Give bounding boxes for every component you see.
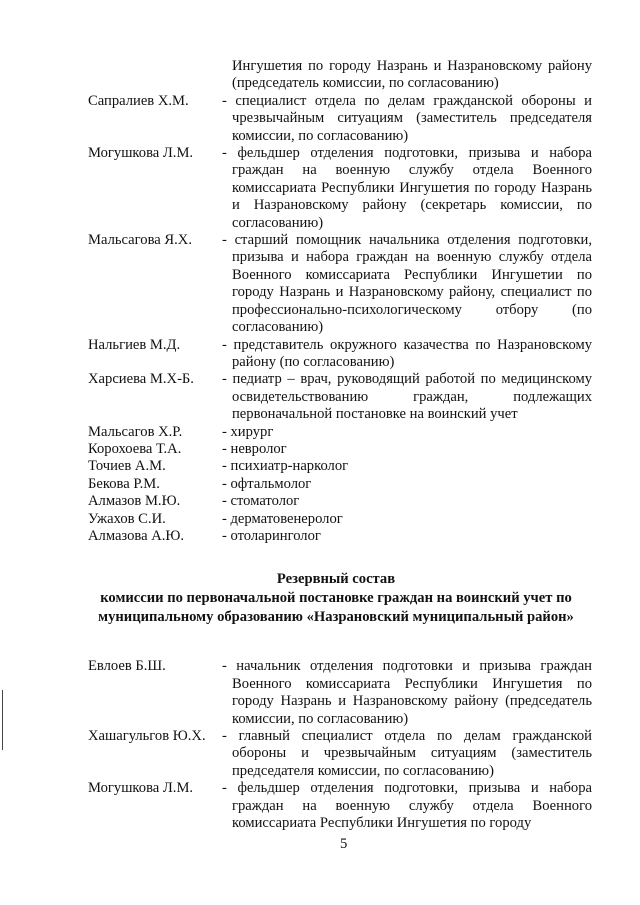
member-role: - специалист отдела по делам гражданской обороны и чрезвычайным ситуациям (заместитель председателя комиссии, по согласованию) — [222, 92, 592, 144]
member-name: Алмазов М.Ю. — [88, 493, 181, 510]
member-name: Ужахов С.И. — [88, 510, 166, 527]
member-role: - хирург — [222, 423, 274, 440]
member-role: - старший помощник начальника отделения подготовки, призыва и набора граждан на военную службу отдела Военного комиссариата Республики Ингушетии по городу Назрань и Назрановскому району, специалист по профессионально-психологическому отбору (по согласованию) — [222, 232, 592, 336]
main-members-list — [88, 93, 592, 546]
member-role: - отоларинголог — [222, 527, 321, 544]
member-role: - психиатр-нарколог — [222, 458, 349, 475]
member-name: Нальгиев М.Д. — [88, 336, 181, 353]
member-role: - фельдшер отделения подготовки, призыва и набора граждан на военную службу отдела Военного комиссариата Республики Ингушетия по городу — [222, 780, 592, 832]
member-row — [88, 232, 592, 336]
member-row — [88, 493, 592, 510]
member-row — [88, 458, 592, 475]
reserve-members-list — [88, 658, 592, 832]
member-name: Бекова Р.М. — [88, 475, 160, 492]
member-role: - стоматолог — [222, 493, 300, 510]
member-name: Евлоев Б.Ш. — [88, 658, 166, 675]
member-row — [88, 511, 592, 528]
member-row — [88, 658, 592, 728]
member-row — [88, 337, 592, 372]
member-row — [88, 441, 592, 458]
member-role: - фельдшер отделения подготовки, призыва и набора граждан на военную службу отдела Военного комиссариата Республики Ингушетия по городу Назрань и Назрановскому району (секретарь комиссии, по согласованию) — [222, 145, 592, 231]
reserve-heading-title: Резервный состав — [276, 571, 396, 588]
member-name: Корохоева Т.А. — [88, 440, 182, 457]
member-row — [88, 93, 592, 145]
member-name: Могушкова Л.М. — [88, 145, 194, 162]
member-name: Мальсагова Я.Х. — [88, 232, 192, 249]
member-role: - невролог — [222, 440, 287, 457]
reserve-heading-subtitle: комиссии по первоначальной постановке граждан на воинский учет по муниципальному образованию «Назрановский муниципальный район» — [98, 590, 574, 626]
member-name: Мальсагов Х.Р. — [88, 423, 183, 440]
member-name: Точиев А.М. — [88, 458, 166, 475]
member-row — [88, 780, 592, 832]
scan-margin-mark — [2, 690, 3, 750]
page-number: 5 — [340, 836, 348, 852]
member-role: - начальник отделения подготовки и призыва граждан Военного комиссариата Республики Ингушетия по городу Назрань и Назрановскому району (председатель комиссии, по согласованию) — [222, 658, 592, 727]
intro-continuation: Ингушетия по городу Назрань и Назрановскому району (председатель комиссии, по согласованию) — [232, 58, 592, 92]
member-name: Алмазова А.Ю. — [88, 527, 185, 544]
member-name: Харсиева М.Х-Б. — [88, 371, 194, 388]
member-role: - офтальмолог — [222, 475, 312, 492]
member-name: Сапралиев Х.М. — [88, 92, 189, 109]
member-role: - главный специалист отдела по делам гражданской обороны и чрезвычайным ситуациям (заместитель председателя комиссии, по согласованию) — [222, 728, 592, 779]
member-row — [88, 528, 592, 545]
member-row — [88, 371, 592, 423]
document-page — [88, 58, 592, 832]
member-name: Хашагульгов Ю.Х. — [88, 728, 206, 744]
member-role: - представитель окружного казачества по Назрановскому району (по согласованию) — [222, 336, 592, 370]
member-row — [88, 145, 592, 232]
member-role: - педиатр – врач, руководящий работой по медицинскому освидетельствованию граждан, подлежащих первоначальной постановке на воинский учет — [222, 371, 592, 423]
member-name: Могушкова Л.М. — [88, 780, 194, 797]
member-role: - дерматовенеролог — [222, 510, 343, 527]
member-row — [88, 476, 592, 493]
member-row — [88, 424, 592, 441]
member-row — [88, 728, 592, 780]
